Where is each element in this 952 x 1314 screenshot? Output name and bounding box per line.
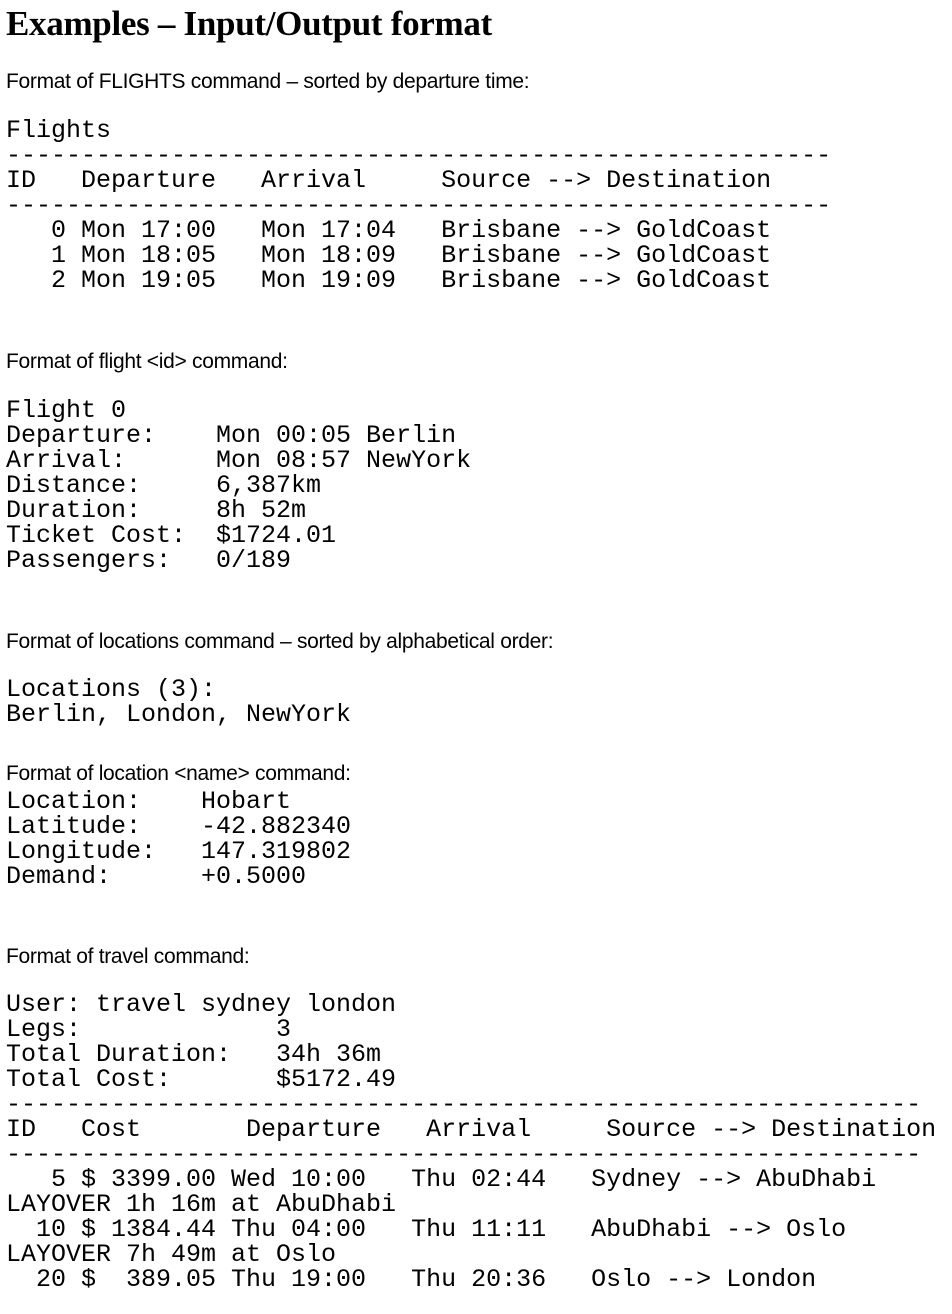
travel-caption: Format of travel command:: [6, 945, 250, 968]
output-line: -------------------------------------------------------: [6, 141, 832, 170]
output-line: ID Cost Departure Arrival Source --> Destination: [6, 1115, 937, 1144]
output-line: Latitude: -42.882340: [6, 812, 352, 841]
page-title: Examples – Input/Output format: [6, 4, 492, 43]
output-line: 5 $ 3399.00 Wed 10:00 Thu 02:44 Sydney --> AbuDhabi: [6, 1165, 877, 1194]
output-line: 1 Mon 18:05 Mon 18:09 Brisbane --> GoldCoast: [6, 241, 772, 270]
output-line: Flights: [6, 116, 112, 145]
output-line: 10 $ 1384.44 Thu 04:00 Thu 11:11 AbuDhabi --> Oslo: [6, 1215, 847, 1244]
output-line: User: travel sydney london: [6, 990, 397, 1019]
output-line: Location: Hobart: [6, 787, 292, 816]
output-line: -------------------------------------------------------: [6, 191, 832, 220]
output-line: 20 $ 389.05 Thu 19:00 Thu 20:36 Oslo --> London: [6, 1265, 817, 1294]
flights-output: [6, 118, 831, 293]
output-line: Distance: 6,387km: [6, 471, 322, 500]
flight-output: [6, 398, 471, 573]
output-line: LAYOVER 1h 16m at AbuDhabi: [6, 1190, 397, 1219]
output-line: Total Cost: $5172.49: [6, 1065, 397, 1094]
output-line: Departure: Mon 00:05 Berlin: [6, 421, 457, 450]
output-line: Arrival: Mon 08:57 NewYork: [6, 446, 472, 475]
location-output: [6, 789, 351, 889]
flight-caption: Format of flight <id> command:: [6, 350, 288, 373]
output-line: Locations (3):: [6, 675, 217, 704]
output-line: LAYOVER 7h 49m at Oslo: [6, 1240, 337, 1269]
location-caption: Format of location <name> command:: [6, 762, 351, 785]
output-line: ID Departure Arrival Source --> Destination: [6, 166, 772, 195]
travel-output: [6, 992, 936, 1292]
output-line: Total Duration: 34h 36m: [6, 1040, 382, 1069]
output-line: Passengers: 0/189: [6, 546, 292, 575]
output-line: -------------------------------------------------------------: [6, 1140, 922, 1169]
locations-caption: Format of locations command – sorted by alphabetical order:: [6, 630, 554, 653]
output-line: Duration: 8h 52m: [6, 496, 307, 525]
output-line: Flight 0: [6, 396, 127, 425]
output-line: 0 Mon 17:00 Mon 17:04 Brisbane --> GoldCoast: [6, 216, 772, 245]
output-line: 2 Mon 19:05 Mon 19:09 Brisbane --> GoldCoast: [6, 266, 772, 295]
output-line: Ticket Cost: $1724.01: [6, 521, 337, 550]
output-line: Berlin, London, NewYork: [6, 700, 352, 729]
output-line: Demand: +0.5000: [6, 862, 307, 891]
flights-caption: Format of FLIGHTS command – sorted by departure time:: [6, 70, 530, 93]
output-line: -------------------------------------------------------------: [6, 1090, 922, 1119]
locations-output: [6, 677, 351, 727]
output-line: Legs: 3: [6, 1015, 292, 1044]
output-line: Longitude: 147.319802: [6, 837, 352, 866]
